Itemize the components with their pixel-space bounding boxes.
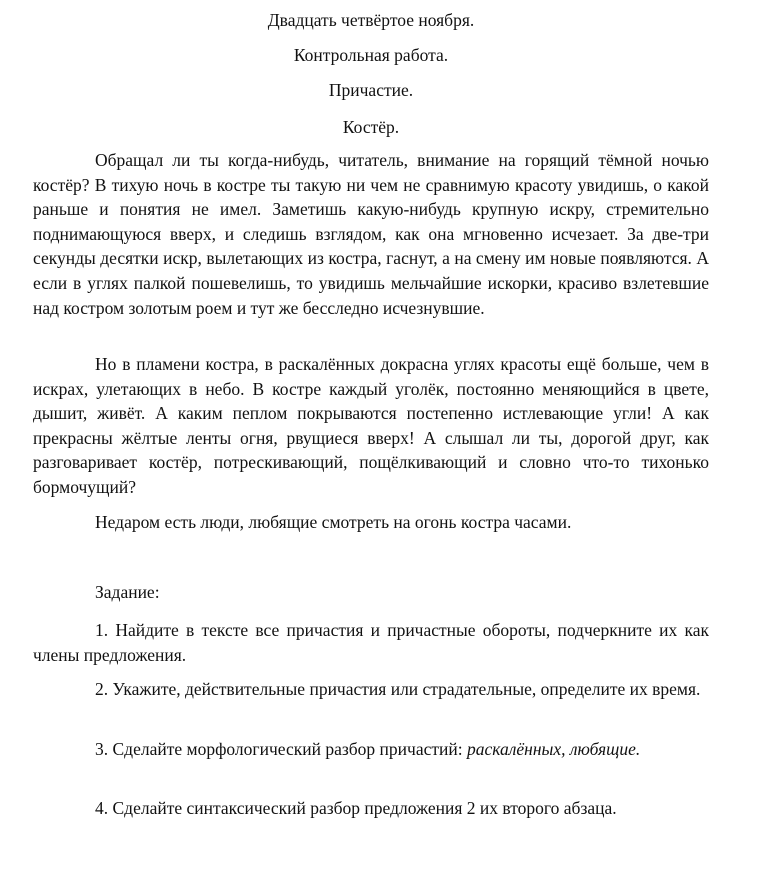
text-title: Костёр. [342, 117, 400, 137]
task-1: 1. Найдите в тексте все причастия и причастные обороты, подчеркните их как члены предложения. [33, 620, 709, 665]
task-3-words: раскалённых, любящие. [466, 739, 641, 759]
task-2: 2. Укажите, действительные причастия или страдательные, определите их время. [95, 679, 701, 699]
text-paragraph-3: Недаром есть люди, любящие смотреть на огонь костра часами. [95, 512, 572, 532]
topic-heading: Причастие. [328, 80, 414, 100]
task-3 [33, 737, 709, 762]
text-paragraph-1: Обращал ли ты когда-нибудь, читатель, внимание на горящий тёмной ночью костёр? В тихую ночь в костре ты такую ни чем не сравнимую красоту увидишь, о какой раньше и понятия не имел. Заметишь какую-нибудь крупную искру, стремительно поднимающуюся вверх, и следишь взглядом, как она мгновенно исчезает. За две-три секунды десятки искр, вылетающих из костра, гаснут, а на смену им новые появляются. А если в углях палкой пошевелишь, то увидишь мельчайшие искорки, красиво взлетевшие над костром золотым роем и тут же бесследно исчезнувшие. [33, 150, 709, 318]
date-heading: Двадцать четвёртое ноября. [267, 10, 475, 30]
task-3-text: 3. Сделайте морфологический разбор причастий: [95, 739, 467, 759]
document-page [33, 0, 709, 879]
work-type-heading: Контрольная работа. [293, 45, 449, 65]
task-4: 4. Сделайте синтаксический разбор предложения 2 их второго абзаца. [95, 798, 617, 818]
text-paragraph-2: Но в пламени костра, в раскалённых докрасна углях красоты ещё больше, чем в искрах, улетающих в небо. В костре каждый уголёк, постоянно меняющийся в цвете, дышит, живёт. А каким пеплом покрываются постепенно истлевающие угли! А как прекрасны жёлтые ленты огня, рвущиеся вверх! А слышал ли ты, дорогой друг, как разговаривает костёр, потрескивающий, пощёлкивающий и словно что-то тихонько бормочущий? [33, 354, 709, 497]
assignment-title: Задание: [95, 582, 160, 602]
